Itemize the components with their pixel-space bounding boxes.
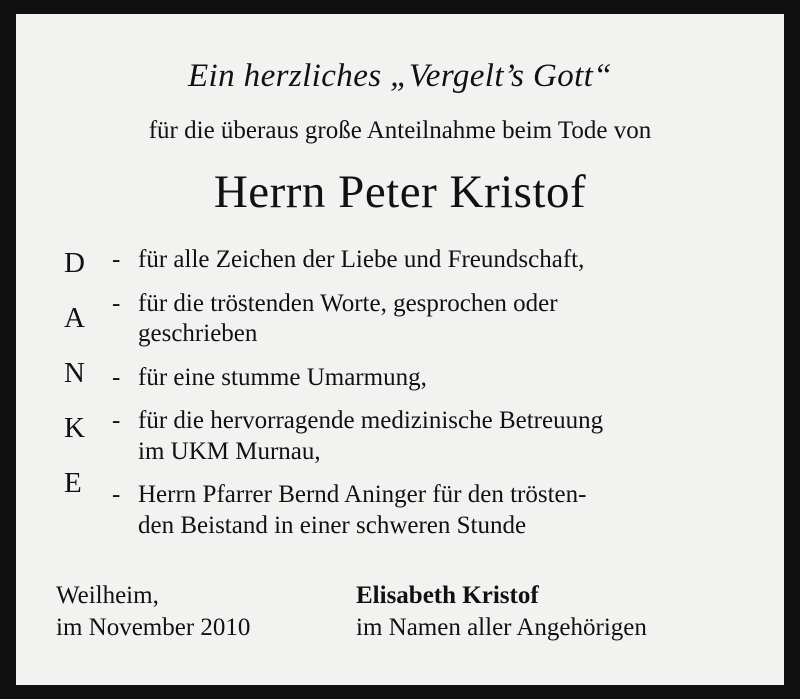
list-item [112, 245, 750, 276]
list-item-line: den Beistand in einer schweren Stunde [138, 511, 527, 539]
footer [56, 580, 750, 644]
footer-signature [356, 580, 750, 644]
footer-name: Elisabeth Kristof [356, 582, 539, 609]
list-item-text [138, 245, 750, 276]
thanks-list [112, 245, 750, 554]
deceased-name: Herrn Peter Kristof [213, 166, 587, 218]
list-dash: - [112, 481, 121, 508]
list-item-line: für eine stumme Umarmung, [138, 363, 427, 391]
footer-date: im November 2010 [56, 614, 251, 641]
danke-acrostic [64, 245, 112, 498]
danke-letter-e: E [64, 467, 82, 499]
list-item-line: für die hervorragende medizinische Betreuung [138, 407, 604, 434]
list-item [112, 363, 750, 394]
list-dash: - [112, 363, 121, 391]
thanks-block [64, 245, 750, 554]
danke-letter-d: D [64, 247, 85, 279]
list-item-line: geschrieben [138, 320, 258, 347]
list-item [112, 480, 750, 541]
list-item-line: für alle Zeichen der Liebe und Freundschaft, [138, 246, 585, 273]
list-item-text [138, 289, 750, 350]
list-item-text [138, 363, 750, 394]
danke-letter-k: K [64, 412, 85, 444]
list-item-line: Herrn Pfarrer Bernd Aninger für den trösten- [138, 481, 587, 508]
footer-place: Weilheim, [56, 582, 159, 609]
list-item [112, 406, 750, 467]
list-item-line: für die tröstenden Worte, gesprochen oder [138, 289, 558, 317]
danke-letter-n: N [64, 357, 85, 389]
headline: Ein herzliches „Vergelt’s Gott“ [188, 58, 612, 94]
list-item-line: im UKM Murnau, [138, 437, 321, 465]
footer-on-behalf: im Namen aller Angehörigen [356, 614, 647, 641]
list-item-text [138, 406, 750, 467]
danke-letter-a: A [64, 302, 85, 334]
list-dash: - [112, 246, 121, 273]
footer-place-date [56, 580, 356, 644]
list-dash: - [112, 289, 121, 317]
list-item [112, 289, 750, 350]
list-item-text [138, 480, 750, 541]
subline: für die überaus große Anteilnahme beim Tode von [148, 117, 652, 144]
list-dash: - [112, 407, 121, 434]
